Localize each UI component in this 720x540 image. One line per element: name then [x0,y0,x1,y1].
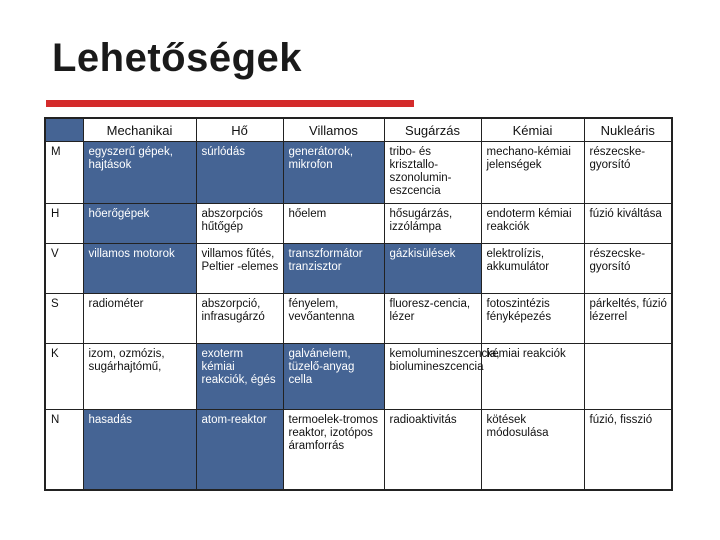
table-row [45,142,672,204]
table-cell: villamos motorok [83,244,196,294]
table-cell: részecske-gyorsító [584,244,672,294]
table-row [45,294,672,344]
column-header: Sugárzás [384,118,481,142]
table-cell: radioaktivitás [384,410,481,490]
title-underline-red [46,100,414,107]
table-cell: atom-reaktor [196,410,283,490]
table-row [45,244,672,294]
table-cell: tribo- és krisztallo-szonolumin-eszcencia [384,142,481,204]
table-cell: villamos fűtés, Peltier -elemes [196,244,283,294]
table-cell: gázkisülések [384,244,481,294]
table-cell: kötések módosulása [481,410,584,490]
table-cell: fotoszintézis fényképezés [481,294,584,344]
table-cell: egyszerű gépek, hajtások [83,142,196,204]
table-cell: fúzió, fisszió [584,410,672,490]
table-cell: fényelem, vevőantenna [283,294,384,344]
column-header: Nukleáris [584,118,672,142]
table-cell: endoterm kémiai reakciók [481,204,584,244]
row-header: M [45,142,83,204]
header-corner [45,118,83,142]
table-cell: kemolumineszcencia, biolumineszcencia [384,344,481,410]
table-header-row [45,118,672,142]
table-cell: fluoresz-cencia, lézer [384,294,481,344]
row-header: N [45,410,83,490]
table-cell: hőelem [283,204,384,244]
column-header: Kémiai [481,118,584,142]
table-row [45,410,672,490]
table-cell: fúzió kiváltása [584,204,672,244]
table-cell: transzformátor tranzisztor [283,244,384,294]
row-header: K [45,344,83,410]
table-cell: hősugárzás, izzólámpa [384,204,481,244]
table-cell: abszorpciós hűtőgép [196,204,283,244]
column-header: Mechanikai [83,118,196,142]
table-cell: hőerőgépek [83,204,196,244]
row-header: S [45,294,83,344]
table-cell [584,344,672,410]
table-cell: abszorpció, infrasugárzó [196,294,283,344]
page-title: Lehetőségek [52,36,303,80]
row-header: V [45,244,83,294]
row-header: H [45,204,83,244]
column-header: Villamos [283,118,384,142]
table-cell: exoterm kémiai reakciók, égés [196,344,283,410]
table-cell: elektrolízis, akkumulátor [481,244,584,294]
table-row [45,344,672,410]
table-row [45,204,672,244]
energy-conversion-table [44,117,673,491]
table-cell: radiométer [83,294,196,344]
table-cell: izom, ozmózis, sugárhajtómű, [83,344,196,410]
table-cell: részecske-gyorsító [584,142,672,204]
table-cell: párkeltés, fúzió lézerrel [584,294,672,344]
table-cell: galvánelem, tüzelő-anyag cella [283,344,384,410]
column-header: Hő [196,118,283,142]
table-cell: mechano-kémiai jelenségek [481,142,584,204]
table-cell: termoelek-tromos reaktor, izotópos áramforrás [283,410,384,490]
table-cell: generátorok, mikrofon [283,142,384,204]
table-cell: hasadás [83,410,196,490]
table-cell: súrlódás [196,142,283,204]
table-cell: kémiai reakciók [481,344,584,410]
